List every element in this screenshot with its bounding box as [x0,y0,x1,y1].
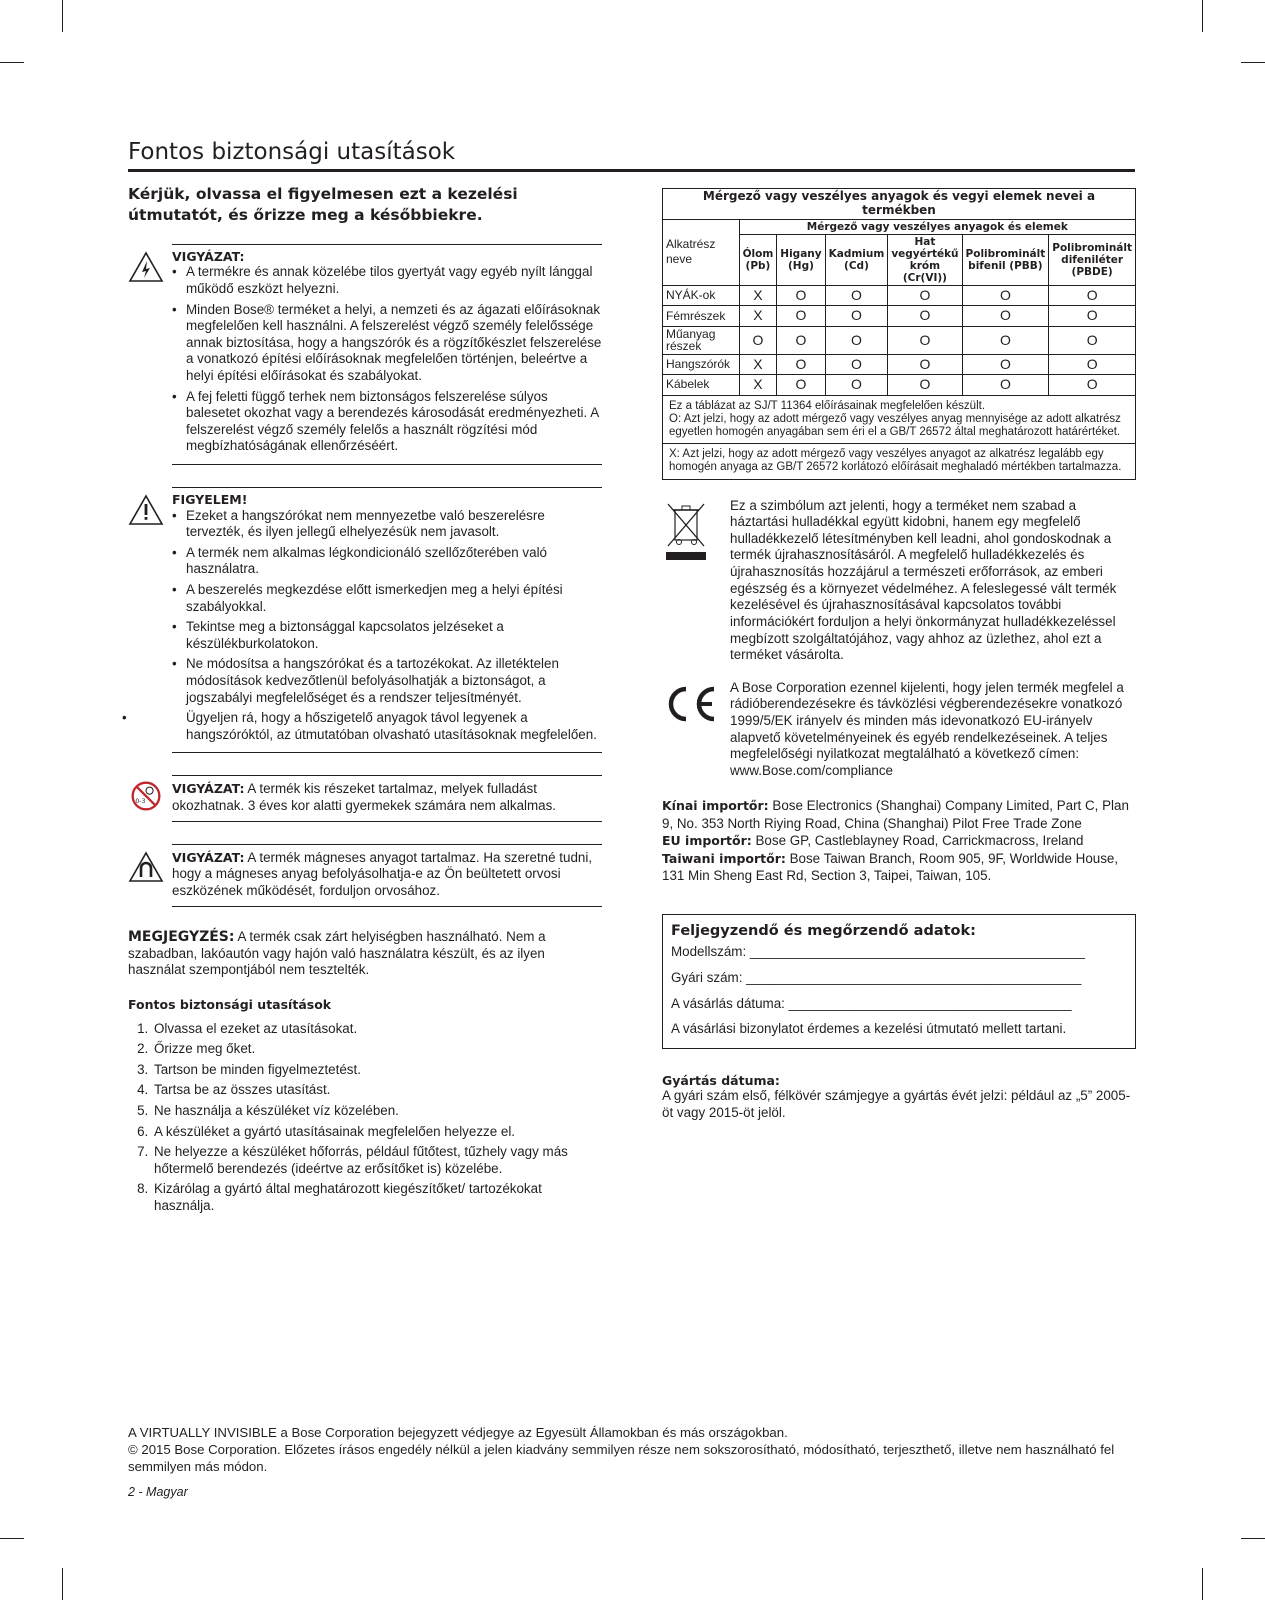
caution-block-3 [135,775,602,821]
right-column [662,188,1136,1122]
hazardous-substances-table [662,188,1136,396]
table-cell: O [1049,306,1136,326]
crop-mark [1202,1568,1203,1600]
caution-item: • A fej feletti függő terhek nem biztonságos felszerelése súlyos balesetet okozhat vagy a berendezés károsodását eredményezheti. A felszerelést végző személy felelős a használt rögzítési mód megbízhatóságának ellenőrzéséért. [172,389,602,455]
caution-item: • Ezeket a hangszórókat nem mennyezetbe való beszerelésre tervezték, és ilyen jellegű elhelyezésük nem javasolt. [172,508,602,541]
manufacture-heading: Gyártás dátuma: [662,1072,780,1088]
table-cell: O [739,326,777,354]
purchase-date-line: A vásárlás dátuma: ______________________________________ [671,995,1072,1011]
ce-text: A Bose Corporation ezennel kijelenti, hogy jelen termék megfelel a rádióberendezésekre és távközlési végberendezésekre vonatkozó 1999/5/EK irányelv és minden más idevonatkozó EU-irányelv alapvető követelményeinek és egyéb rendelkezéseinek. A teljes megfelelőségi nyilatkozat megtalálható a következő címen: www.Bose.com/compliance [730,679,1124,778]
table-cell: O [888,354,962,374]
table-cell: O [962,354,1049,374]
ce-section [662,680,1136,780]
weee-text: Ez a szimbólum azt jelenti, hogy a terméket nem szabad a háztartási hulladékkal együtt kidobni, hanem egy megfelelő hulladékkezelő létesítményben kell leadni, ahol gondoskodnak a termék újrahasznosításáról. A megfelelő hulladékkezelés és újrahasznosítás hozzájárul a természeti erőforrások, az emberi egészség és a környezet védelméhez. A feleslegessé vált termék kezelésével és újrahasznosításával kapcsolatos további információkért forduljon a helyi önkormányzat hulladékkezeléssel megbízott szolgáltatójához, vagy ahhoz az üzlethez, ahol ezt a terméket vásárolta. [730,497,1117,663]
record-box [662,914,1136,1048]
instruction-item: 6. A készüléket a gyártó utasításainak megfelelően helyezze el. [152,1124,602,1141]
table-cell: O [825,285,888,305]
caution-item: • Ne módosítsa a hangszórókat és a tartozékokat. Az illetéktelen módosítások kedvezőtlenül befolyásolhatják a biztonságot, a jogszabályi megfelelőséget és a rendszer teljesítményét. [172,656,602,706]
instruction-item: 2. Őrizze meg őket. [152,1041,602,1058]
table-cell: X [739,375,777,395]
table-note-x: X: Azt jelzi, hogy az adott mérgező vagy veszélyes anyagot az alkatrész legalább egy homogén anyaga az GB/T 26572 korlátozó előírásait meghaladó mértékben tartalmazza. [663,443,1135,478]
table-column-header: Polibrominált bifenil (PBB) [962,234,1049,285]
table-column-header: Hat vegyértékű króm (Cr(VI)) [888,234,962,285]
table-cell: O [962,306,1049,326]
model-number-line: Modellszám: _____________________________________________ [671,944,1086,960]
table-cell: O [888,285,962,305]
table-cell: O [777,354,825,374]
instructions-heading: Fontos biztonsági utasítások [128,997,332,1013]
table-note [663,396,1135,444]
caution-item: • Ügyeljen rá, hogy a hőszigetelő anyagok távol legyenek a hangszóróktól, az útmutatóban olvasható utasításoknak megfelelően. [172,710,602,743]
table-column-header: Kadmium (Cd) [825,234,888,285]
instruction-item: 7. Ne helyezze a készüléket hőforrás, például fűtőtest, tűzhely vagy más hőtermelő berendezés (ideértve az erősítőket is) közelébe. [152,1144,602,1177]
importer-label: EU importőr: [662,833,752,849]
caution-title: VIGYÁZAT: [172,248,245,264]
serial-number-line: Gyári szám: _____________________________________________ [671,970,1082,986]
magnet-warning-icon [128,851,164,883]
importers [662,797,1136,884]
table-cell-part: Kábelek [663,375,740,395]
table-row [663,375,1136,395]
copyright-line: © 2015 Bose Corporation. Előzetes írásos engedély nélkül a jelen kiadvány semmilyen része nem sokszorosítható, módosítható, terjeszthető, illetve nem használható fel semmilyen más módon. [128,1441,1115,1474]
subtitle: Kérjük, olvassa el figyelmesen ezt a kezelési útmutatót, és őrizze meg a későbbiekre. [128,185,518,224]
caution-item: • Tekintse meg a biztonsággal kapcsolatos jelzéseket a készülékburkolatokon. [172,619,602,652]
table-cell-part: Hangszórók [663,354,740,374]
electric-hazard-icon [128,251,164,283]
caution-item: • A beszerelés megkezdése előtt ismerkedjen meg a helyi építési szabályokkal. [172,582,602,615]
table-cell-part: Műanyag részek [663,326,740,354]
table-column-header: Polibrominált difeniléter (PBDE) [1049,234,1136,285]
importer-label: Kínai importőr: [662,798,769,814]
table-cell-part: NYÁK-ok [663,285,740,305]
crop-mark [0,62,24,63]
table-cell: O [1049,285,1136,305]
table-notes [662,396,1136,480]
instruction-item: 5. Ne használja a készüléket víz közelében. [152,1103,602,1120]
table-cell: O [1049,326,1136,354]
instruction-item: 8. Kizárólag a gyártó által meghatározott kiegészítőket/ tartozékokat használja. [152,1181,602,1214]
table-cell: O [962,375,1049,395]
table-cell: O [777,326,825,354]
caution-item: • Minden Bose® terméket a helyi, a nemzeti és az ágazati előírásoknak megfelelően kell használni. A felszerelést végző személy felelőssége annak biztosítása, hogy a hangszórók és a rögzítőkészlet felszerelése a vonatkozó építési előírásoknak megfelelően történjen, beleértve a helyi építési előírásokat és szabályokat. [172,302,602,385]
table-row [663,306,1136,326]
importer-text: Bose Taiwan Branch, Room 905, 9F, Worldwide House, 131 Min Sheng East Rd, Section 3, Taipei, Taiwan, 105. [662,850,1119,884]
table-cell: X [739,354,777,374]
table-cell: O [825,375,888,395]
footer [128,1425,1148,1476]
importer-text: Bose GP, Castleblayney Road, Carrickmacross, Ireland [751,833,1084,849]
caution-label: VIGYÁZAT: [172,849,245,865]
trademark-line: A VIRTUALLY INVISIBLE a Bose Corporation bejegyzett védjegye az Egyesült Államokban és más országokban. [128,1425,788,1440]
caution-block-1 [172,244,602,465]
table-cell-part: Fémrészek [663,306,740,326]
crop-mark [1202,0,1203,32]
note-paragraph [128,929,602,980]
table-part-header: Alkatrész neve [663,219,740,285]
crop-mark [62,0,63,32]
table-cell: O [777,375,825,395]
caution-label: VIGYÁZAT: [172,781,245,797]
instructions-list [128,1021,602,1215]
table-cell: O [1049,375,1136,395]
table-row [663,326,1136,354]
table-cell: X [739,306,777,326]
crop-mark [62,1568,63,1600]
crossed-out-bin-icon [662,500,712,562]
table-cell: O [888,375,962,395]
note-label: MEGJEGYZÉS: [128,928,235,945]
caution-title: FIGYELEM! [172,492,248,508]
table-column-header: Ólom (Pb) [739,234,777,285]
weee-section [662,498,1136,664]
page-number: 2 - Magyar [128,1485,188,1499]
manufacture-date-section [662,1073,1136,1122]
caution-item: • A termékre és annak közelébe tilos gyertyát vagy egyéb nyílt lánggal működő eszközt helyezni. [172,264,602,297]
table-caption: Mérgező vagy veszélyes anyagok és vegyi elemek nevei a termékben [663,189,1136,220]
note-text: A termék csak zárt helyiségben használható. Nem a szabadban, lakóautón vagy hajón való használatra készült, és az ilyen használat szempontjából nem tesztelték. [128,928,546,978]
left-column [128,184,602,1219]
instruction-item: 4. Tartsa be az összes utasítást. [152,1082,602,1099]
table-note-o: O: Azt jelzi, hogy az adott mérgező vagy veszélyes anyag mennyisége az adott alkatrész egyetlen homogén anyagában sem éri el a GB/T 26572 által meghatározott határértéket. [669,412,1121,438]
record-heading: Feljegyzendő és megőrzendő adatok: [671,923,976,940]
record-note: A vásárlási bizonylatot érdemes a kezelési útmutató mellett tartani. [671,1021,1067,1037]
table-cell: O [825,354,888,374]
crop-mark [1241,62,1265,63]
table-cell: O [1049,354,1136,374]
table-cell: O [777,285,825,305]
importer-label: Taiwani importőr: [662,850,786,866]
caution-text: A termék kis részeket tartalmaz, melyek fulladást okozhatnak. 3 éves kor alatti gyermekek számára nem alkalmas. [172,781,557,814]
importer-text: Bose Electronics (Shanghai) Company Limited, Part C, Plan 9, No. 353 North Riying Road, China (Shanghai) Pilot Free Trade Zone [662,798,1129,831]
page-title: Fontos biztonsági utasítások [128,138,1135,172]
manufacture-text: A gyári szám első, félkövér számjegye a gyártás évét jelzi: például az „5” 2005-öt vagy 2015-öt jelöl. [662,1088,1131,1120]
caution-item: • A termék nem alkalmas légkondicionáló szellőzőterében való használatra. [172,545,602,578]
instruction-item: 1. Olvassa el ezeket az utasításokat. [152,1021,602,1038]
caution-text: A termék mágneses anyagot tartalmaz. Ha szeretné tudni, hogy a mágneses anyag befolyásolhatja-e az Ön beültetett orvosi eszközének működését, forduljon orvosához. [172,849,593,898]
table-group-header: Mérgező vagy veszélyes anyagok és elemek [739,219,1135,234]
caution-block-2 [172,487,602,753]
table-column-header: Higany (Hg) [777,234,825,285]
table-row [663,285,1136,305]
table-cell: O [962,285,1049,305]
warning-triangle-icon [128,494,164,526]
table-cell: O [888,326,962,354]
table-cell: O [962,326,1049,354]
crop-mark [1241,1538,1265,1539]
table-row [663,354,1136,374]
table-cell: O [777,306,825,326]
instruction-item: 3. Tartson be minden figyelmeztetést. [152,1062,602,1079]
table-cell: X [739,285,777,305]
table-cell: O [888,306,962,326]
table-cell: O [825,306,888,326]
small-parts-choking-icon [128,780,164,812]
table-cell: O [825,326,888,354]
caution-block-4 [172,844,602,907]
table-note-standard: Ez a táblázat az SJ/T 11364 előírásainak megfelelően készült. [669,399,986,412]
crop-mark [0,1538,24,1539]
ce-mark-icon [662,684,718,724]
age-label: 0-3 [135,798,146,806]
